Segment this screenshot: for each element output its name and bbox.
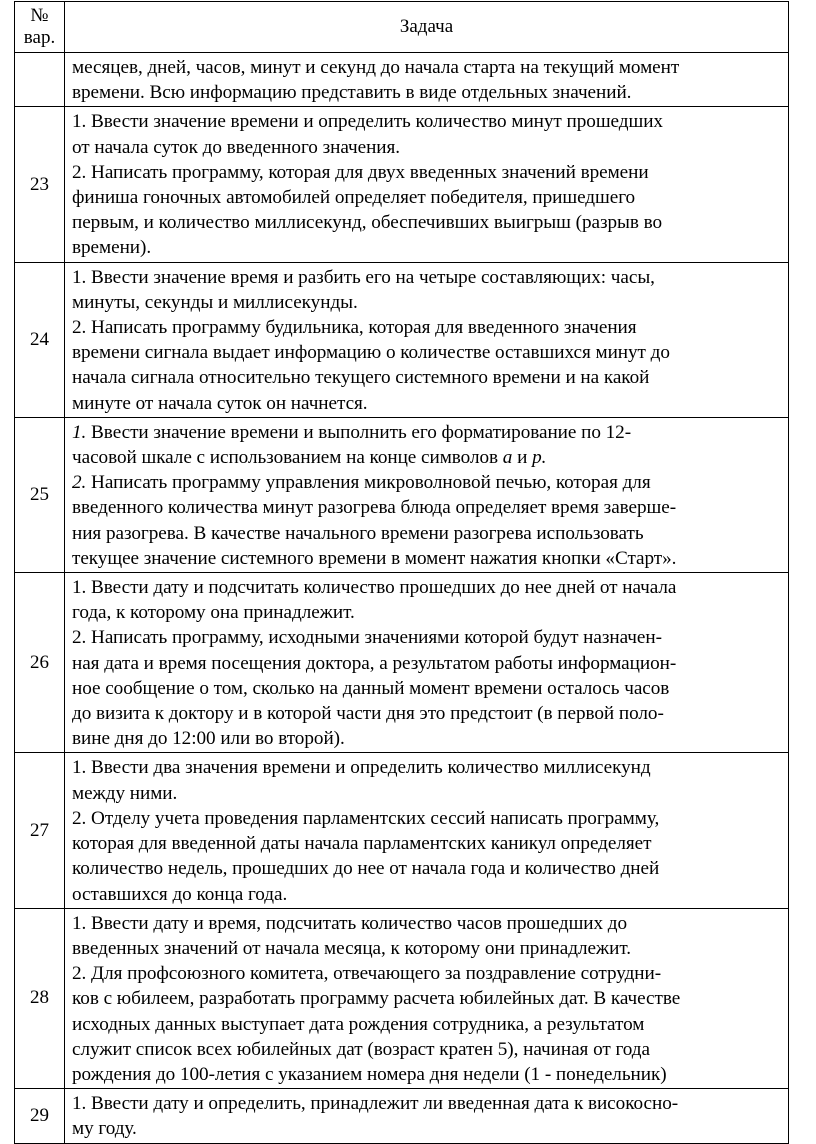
variant-number-cell: 23 xyxy=(15,107,65,262)
task-cell xyxy=(65,262,789,417)
task-cell xyxy=(65,53,789,107)
table-row xyxy=(15,753,789,908)
task-text-line xyxy=(72,470,784,495)
task-text-line: между ними. xyxy=(72,782,178,804)
task-text-line: вине дня до 12:00 или во второй). xyxy=(72,728,345,750)
task-text-line: которая для введенной даты начала парламентских каникул определяет xyxy=(72,833,652,855)
task-text-line: введенных значений от начала месяца, к которому они принадлежит. xyxy=(72,937,631,959)
task-item-number: 1. xyxy=(72,421,87,443)
task-text-line: года, к которому она принадлежит. xyxy=(72,602,355,624)
variant-number-cell xyxy=(15,53,65,107)
task-text-line: от начала суток до введенного значения. xyxy=(72,136,401,158)
task-text-line: ное сообщение о том, сколько на данный момент времени осталось часов xyxy=(72,677,670,699)
table-row xyxy=(15,107,789,262)
task-text-line: му году. xyxy=(72,1118,137,1140)
task-header: Задача xyxy=(65,2,789,53)
task-text: и xyxy=(512,447,533,469)
table-row xyxy=(15,573,789,753)
task-text-line: текущее значение системного времени в момент нажатия кнопки «Старт». xyxy=(72,547,677,569)
task-cell xyxy=(65,107,789,262)
task-text-line: 1. Ввести значение времени и определить количество минут прошедших xyxy=(72,111,663,133)
task-text-line: количество недель, прошедших до нее от начала года и количество дней xyxy=(72,858,660,880)
task-text-line: времени сигнала выдает информацию о количестве оставшихся минут до xyxy=(72,342,670,364)
task-text-line: 2. Написать программу будильника, которая для введенного значения xyxy=(72,317,637,339)
task-cell xyxy=(65,1089,789,1143)
task-text-line: минуте от начала суток он начнется. xyxy=(72,392,368,414)
task-text-line: 2. Написать программу, которая для двух введенных значений времени xyxy=(72,161,649,183)
task-text-line: финиша гоночных автомобилей определяет победителя, пришедшего xyxy=(72,187,636,209)
task-text-line: времени). xyxy=(72,237,152,259)
task-text-line: первым, и количество миллисекунд, обеспечивших выигрыш (разрыв во xyxy=(72,212,663,234)
variant-number-header-abbr: вар. xyxy=(23,27,56,48)
task-text-line: 1. Ввести дату и подсчитать количество прошедших до нее дней от начала xyxy=(72,577,677,599)
task-text-line: 2. Отделу учета проведения парламентских сессий написать программу, xyxy=(72,807,660,829)
task-cell xyxy=(65,908,789,1088)
variant-number-header xyxy=(15,2,65,53)
task-cell xyxy=(65,417,789,572)
table-row xyxy=(15,908,789,1088)
variant-number-cell: 27 xyxy=(15,753,65,908)
variant-number-cell: 26 xyxy=(15,573,65,753)
variant-number-cell: 24 xyxy=(15,262,65,417)
task-text-line: 2. Для профсоюзного комитета, отвечающего за поздравление сотрудни- xyxy=(72,963,662,985)
table-header-row xyxy=(15,2,789,53)
task-text-line xyxy=(72,445,784,470)
task-text-line xyxy=(72,420,784,445)
task-text-line: оставшихся до конца года. xyxy=(72,883,288,905)
table-row xyxy=(15,53,789,107)
task-text-line: времени. Всю информацию представить в виде отдельных значений. xyxy=(72,82,632,104)
task-text-line: ков с юбилеем, разработать программу расчета юбилейных дат. В качестве xyxy=(72,988,681,1010)
task-text-line: месяцев, дней, часов, минут и секунд до начала старта на текущий момент xyxy=(72,57,680,78)
task-cell xyxy=(65,753,789,908)
task-cell xyxy=(65,573,789,753)
task-text-line: 2. Написать программу, исходными значениями которой будут назначен- xyxy=(72,627,662,649)
task-text-line: 1. Ввести дату и время, подсчитать количество часов прошедших до xyxy=(72,912,628,934)
variant-number-cell: 29 xyxy=(15,1089,65,1143)
task-text: Написать программу управления микроволновой печью, которая для xyxy=(86,472,651,494)
table-row xyxy=(15,1089,789,1143)
variant-number-cell: 28 xyxy=(15,908,65,1088)
task-text-line: ния разогрева. В качестве начального времени разогрева использовать xyxy=(72,522,644,544)
task-text-line: 1. Ввести значение время и разбить его на четыре составляющих: часы, xyxy=(72,266,655,288)
task-text-line: минуты, секунды и миллисекунды. xyxy=(72,291,358,313)
task-text-line: начала сигнала относительно текущего системного времени и на какой xyxy=(72,367,650,389)
table-row xyxy=(15,262,789,417)
task-text-line: 1. Ввести дату и определить, принадлежит ли введенная дата к високосно- xyxy=(72,1093,679,1115)
task-text-line: рождения до 100-летия с указанием номера дня недели (1 - понедельник) xyxy=(72,1063,667,1085)
symbol-a: a xyxy=(502,447,513,469)
task-text-line: исходных данных выступает дата рождения сотрудника, а результатом xyxy=(72,1013,645,1035)
task-text: Ввести значение времени и выполнить его форматирование по 12- xyxy=(86,421,632,443)
task-text-line: до визита к доктору и в которой части дня это предстоит (в первой поло- xyxy=(72,703,664,725)
tasks-table xyxy=(14,1,789,1144)
task-text-line: служит список всех юбилейных дат (возраст кратен 5), начиная от года xyxy=(72,1038,650,1060)
task-text-line: введенного количества минут разогрева блюда определяет время заверше- xyxy=(72,497,677,519)
variant-number-cell: 25 xyxy=(15,417,65,572)
variant-number-header-symbol: № xyxy=(30,5,49,26)
task-text: часовой шкале с использованием на конце символов xyxy=(72,447,503,469)
task-text-line: ная дата и время посещения доктора, а результатом работы информацион- xyxy=(72,652,677,674)
task-text-line: 1. Ввести два значения времени и определить количество миллисекунд xyxy=(72,757,651,779)
symbol-p: p. xyxy=(532,447,547,469)
table-row xyxy=(15,417,789,572)
task-item-number: 2. xyxy=(72,472,87,494)
